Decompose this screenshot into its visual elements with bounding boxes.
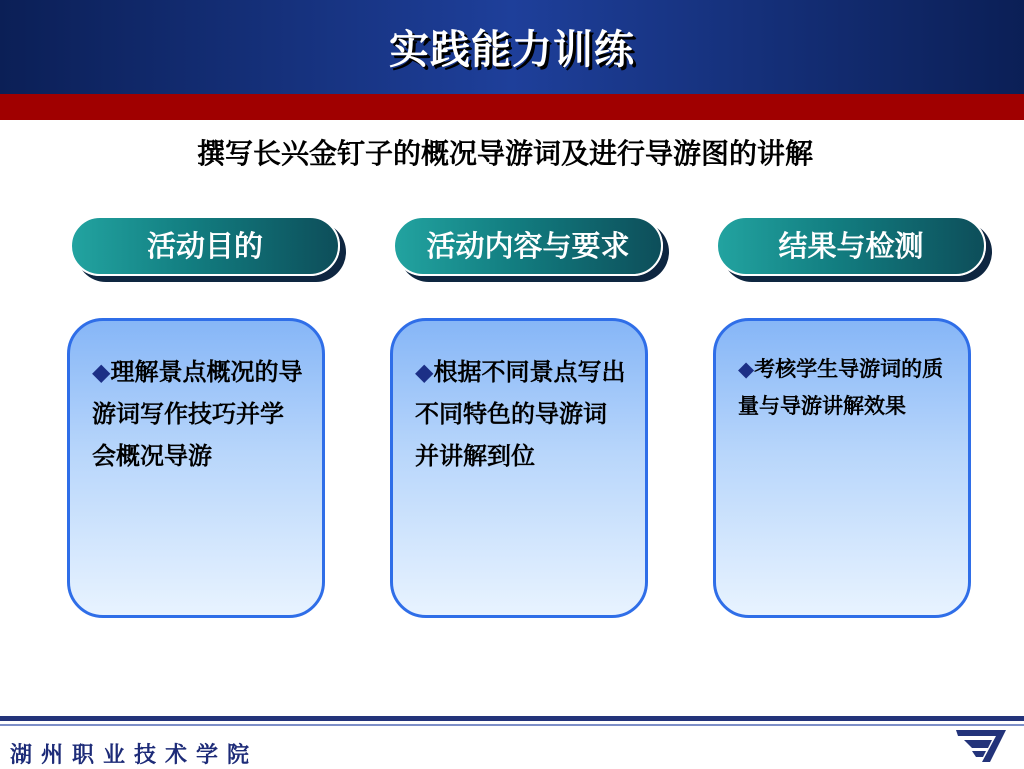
footer-institution-name: 湖州职业技术学院 — [10, 743, 259, 768]
card-text — [92, 351, 304, 477]
heading-activity-content: 活动内容与要求 — [393, 216, 663, 276]
heading-activity-goal: 活动目的 — [70, 216, 340, 276]
college-logo-icon — [956, 730, 1006, 762]
card-result-check — [713, 318, 971, 618]
heading-result-check: 结果与检测 — [716, 216, 986, 276]
footer-divider — [0, 716, 1024, 721]
diamond-bullet-icon: ◆ — [415, 358, 434, 386]
card-activity-content — [390, 318, 648, 618]
card-body: 考核学生导游词的质量与导游讲解效果 — [738, 357, 944, 418]
card-body: 根据不同景点写出不同特色的导游词并讲解到位 — [415, 358, 626, 470]
red-divider-band — [0, 94, 1024, 120]
slide-subtitle: 撰写长兴金钉子的概况导游词及进行导游图的讲解 — [196, 137, 813, 170]
card-text — [415, 351, 627, 477]
card-activity-goal — [67, 318, 325, 618]
footer-divider-thin — [0, 724, 1024, 726]
diamond-bullet-icon: ◆ — [92, 358, 111, 386]
card-body: 理解景点概况的导游词写作技巧并学会概况导游 — [92, 358, 303, 470]
page-title: 实践能力训练 — [389, 27, 635, 73]
diamond-bullet-icon: ◆ — [738, 357, 755, 381]
card-text — [738, 351, 950, 425]
